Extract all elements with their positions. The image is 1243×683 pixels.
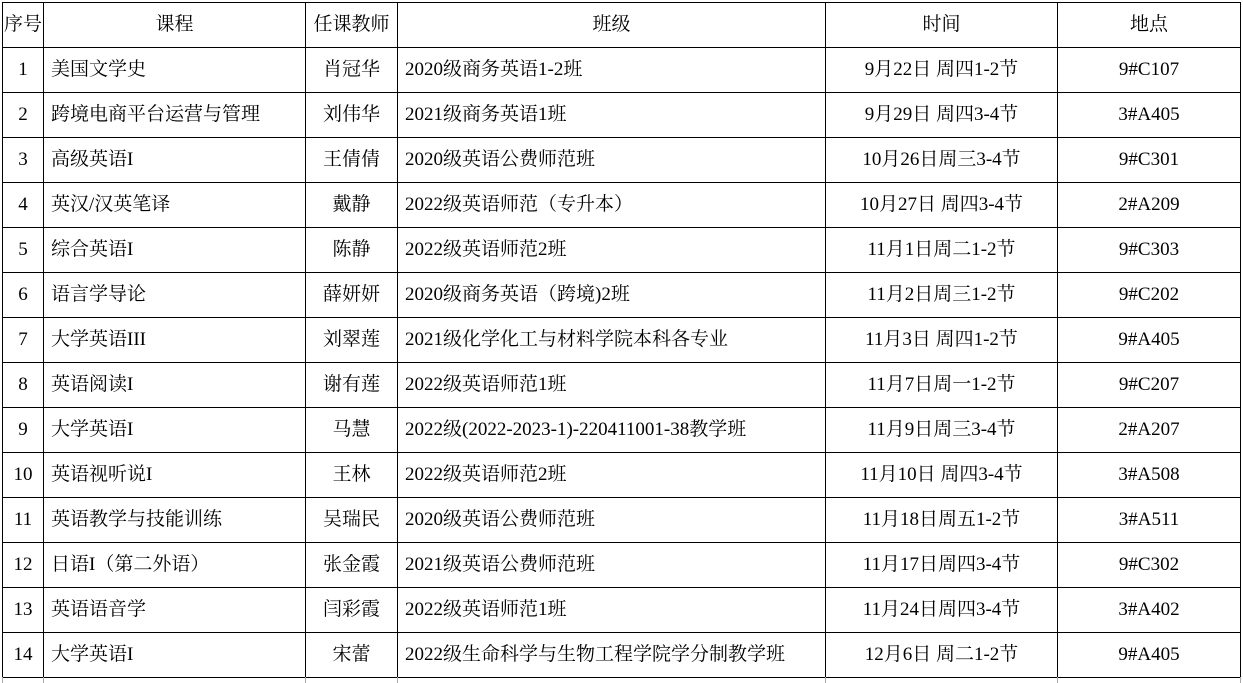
cell-time: 11月3日 周四1-2节 bbox=[826, 318, 1058, 363]
cell-teacher: 宋蕾 bbox=[306, 633, 398, 678]
table-row bbox=[3, 48, 1241, 93]
cutoff-grid-line bbox=[1057, 677, 1058, 683]
cell-class: 2020级英语公费师范班 bbox=[398, 498, 826, 543]
cell-no: 12 bbox=[3, 543, 44, 588]
cell-location: 9#A405 bbox=[1058, 633, 1241, 678]
table-row bbox=[3, 363, 1241, 408]
cell-teacher: 王林 bbox=[306, 453, 398, 498]
cell-course: 英语语音学 bbox=[44, 588, 306, 633]
cell-course: 大学英语I bbox=[44, 408, 306, 453]
cell-teacher: 马慧 bbox=[306, 408, 398, 453]
cell-no: 3 bbox=[3, 138, 44, 183]
course-schedule-table bbox=[2, 2, 1241, 678]
cell-class: 2020级商务英语1-2班 bbox=[398, 48, 826, 93]
cutoff-grid-line bbox=[43, 677, 44, 683]
cell-course: 高级英语I bbox=[44, 138, 306, 183]
cell-no: 4 bbox=[3, 183, 44, 228]
table-header bbox=[3, 3, 1241, 48]
table-row bbox=[3, 408, 1241, 453]
cell-teacher: 陈静 bbox=[306, 228, 398, 273]
cell-no: 13 bbox=[3, 588, 44, 633]
cell-teacher: 薛妍妍 bbox=[306, 273, 398, 318]
table-row bbox=[3, 318, 1241, 363]
header-course: 课程 bbox=[44, 3, 306, 48]
cell-teacher: 肖冠华 bbox=[306, 48, 398, 93]
cutoff-grid-line bbox=[397, 677, 398, 683]
cell-location: 3#A511 bbox=[1058, 498, 1241, 543]
cell-class: 2022级英语师范2班 bbox=[398, 453, 826, 498]
cell-class: 2021级商务英语1班 bbox=[398, 93, 826, 138]
table-row bbox=[3, 183, 1241, 228]
table-row bbox=[3, 498, 1241, 543]
cell-teacher: 吴瑞民 bbox=[306, 498, 398, 543]
cutoff-grid-line bbox=[1240, 677, 1241, 683]
cell-location: 9#C202 bbox=[1058, 273, 1241, 318]
cell-course: 英汉/汉英笔译 bbox=[44, 183, 306, 228]
cell-class: 2022级英语师范2班 bbox=[398, 228, 826, 273]
cell-time: 11月1日周二1-2节 bbox=[826, 228, 1058, 273]
cell-teacher: 王倩倩 bbox=[306, 138, 398, 183]
table-row bbox=[3, 228, 1241, 273]
cell-no: 2 bbox=[3, 93, 44, 138]
table-row bbox=[3, 93, 1241, 138]
cell-no: 14 bbox=[3, 633, 44, 678]
table-row bbox=[3, 453, 1241, 498]
table-row bbox=[3, 633, 1241, 678]
header-teacher: 任课教师 bbox=[306, 3, 398, 48]
cell-time: 11月2日周三1-2节 bbox=[826, 273, 1058, 318]
cell-time: 11月24日周四3-4节 bbox=[826, 588, 1058, 633]
cell-no: 9 bbox=[3, 408, 44, 453]
cell-course: 英语教学与技能训练 bbox=[44, 498, 306, 543]
cell-location: 3#A508 bbox=[1058, 453, 1241, 498]
cell-location: 3#A402 bbox=[1058, 588, 1241, 633]
cell-course: 英语视听说I bbox=[44, 453, 306, 498]
cell-location: 9#C302 bbox=[1058, 543, 1241, 588]
cell-time: 9月22日 周四1-2节 bbox=[826, 48, 1058, 93]
cell-location: 9#A405 bbox=[1058, 318, 1241, 363]
cell-no: 1 bbox=[3, 48, 44, 93]
cell-location: 3#A405 bbox=[1058, 93, 1241, 138]
cell-class: 2020级商务英语（跨境)2班 bbox=[398, 273, 826, 318]
cell-time: 12月6日 周二1-2节 bbox=[826, 633, 1058, 678]
header-no: 序号 bbox=[3, 3, 44, 48]
cell-teacher: 张金霞 bbox=[306, 543, 398, 588]
table-row bbox=[3, 543, 1241, 588]
cell-no: 5 bbox=[3, 228, 44, 273]
cell-time: 11月10日 周四3-4节 bbox=[826, 453, 1058, 498]
cell-no: 10 bbox=[3, 453, 44, 498]
cutoff-grid-line bbox=[2, 677, 3, 683]
cell-class: 2022级生命科学与生物工程学院学分制教学班 bbox=[398, 633, 826, 678]
table-body bbox=[3, 48, 1241, 678]
cell-location: 9#C303 bbox=[1058, 228, 1241, 273]
cell-course: 美国文学史 bbox=[44, 48, 306, 93]
cell-class: 2022级英语师范1班 bbox=[398, 363, 826, 408]
cell-class: 2021级化学化工与材料学院本科各专业 bbox=[398, 318, 826, 363]
cell-time: 11月7日周一1-2节 bbox=[826, 363, 1058, 408]
table-row bbox=[3, 138, 1241, 183]
cell-course: 大学英语III bbox=[44, 318, 306, 363]
cell-time: 10月27日 周四3-4节 bbox=[826, 183, 1058, 228]
cell-no: 6 bbox=[3, 273, 44, 318]
cell-location: 2#A207 bbox=[1058, 408, 1241, 453]
cell-location: 9#C301 bbox=[1058, 138, 1241, 183]
table-row bbox=[3, 273, 1241, 318]
header-location: 地点 bbox=[1058, 3, 1241, 48]
cell-teacher: 刘伟华 bbox=[306, 93, 398, 138]
cutoff-grid-line bbox=[305, 677, 306, 683]
cell-course: 语言学导论 bbox=[44, 273, 306, 318]
cell-class: 2022级英语师范（专升本） bbox=[398, 183, 826, 228]
cell-course: 日语I（第二外语） bbox=[44, 543, 306, 588]
cell-time: 11月17日周四3-4节 bbox=[826, 543, 1058, 588]
cell-class: 2020级英语公费师范班 bbox=[398, 138, 826, 183]
table-row bbox=[3, 588, 1241, 633]
cell-time: 11月9日周三3-4节 bbox=[826, 408, 1058, 453]
cell-class: 2022级英语师范1班 bbox=[398, 588, 826, 633]
cell-location: 9#C107 bbox=[1058, 48, 1241, 93]
cell-course: 英语阅读I bbox=[44, 363, 306, 408]
header-time: 时间 bbox=[826, 3, 1058, 48]
cell-course: 跨境电商平台运营与管理 bbox=[44, 93, 306, 138]
header-row bbox=[3, 3, 1241, 48]
cutoff-grid-line bbox=[825, 677, 826, 683]
cell-teacher: 闫彩霞 bbox=[306, 588, 398, 633]
cell-location: 2#A209 bbox=[1058, 183, 1241, 228]
cell-teacher: 谢有莲 bbox=[306, 363, 398, 408]
cell-no: 11 bbox=[3, 498, 44, 543]
cell-teacher: 刘翠莲 bbox=[306, 318, 398, 363]
cell-time: 11月18日周五1-2节 bbox=[826, 498, 1058, 543]
cell-class: 2021级英语公费师范班 bbox=[398, 543, 826, 588]
cell-no: 7 bbox=[3, 318, 44, 363]
cell-no: 8 bbox=[3, 363, 44, 408]
cell-location: 9#C207 bbox=[1058, 363, 1241, 408]
header-class: 班级 bbox=[398, 3, 826, 48]
cell-time: 9月29日 周四3-4节 bbox=[826, 93, 1058, 138]
cell-course: 大学英语I bbox=[44, 633, 306, 678]
cell-course: 综合英语I bbox=[44, 228, 306, 273]
cell-teacher: 戴静 bbox=[306, 183, 398, 228]
cell-class: 2022级(2022-2023-1)-220411001-38教学班 bbox=[398, 408, 826, 453]
cell-time: 10月26日周三3-4节 bbox=[826, 138, 1058, 183]
